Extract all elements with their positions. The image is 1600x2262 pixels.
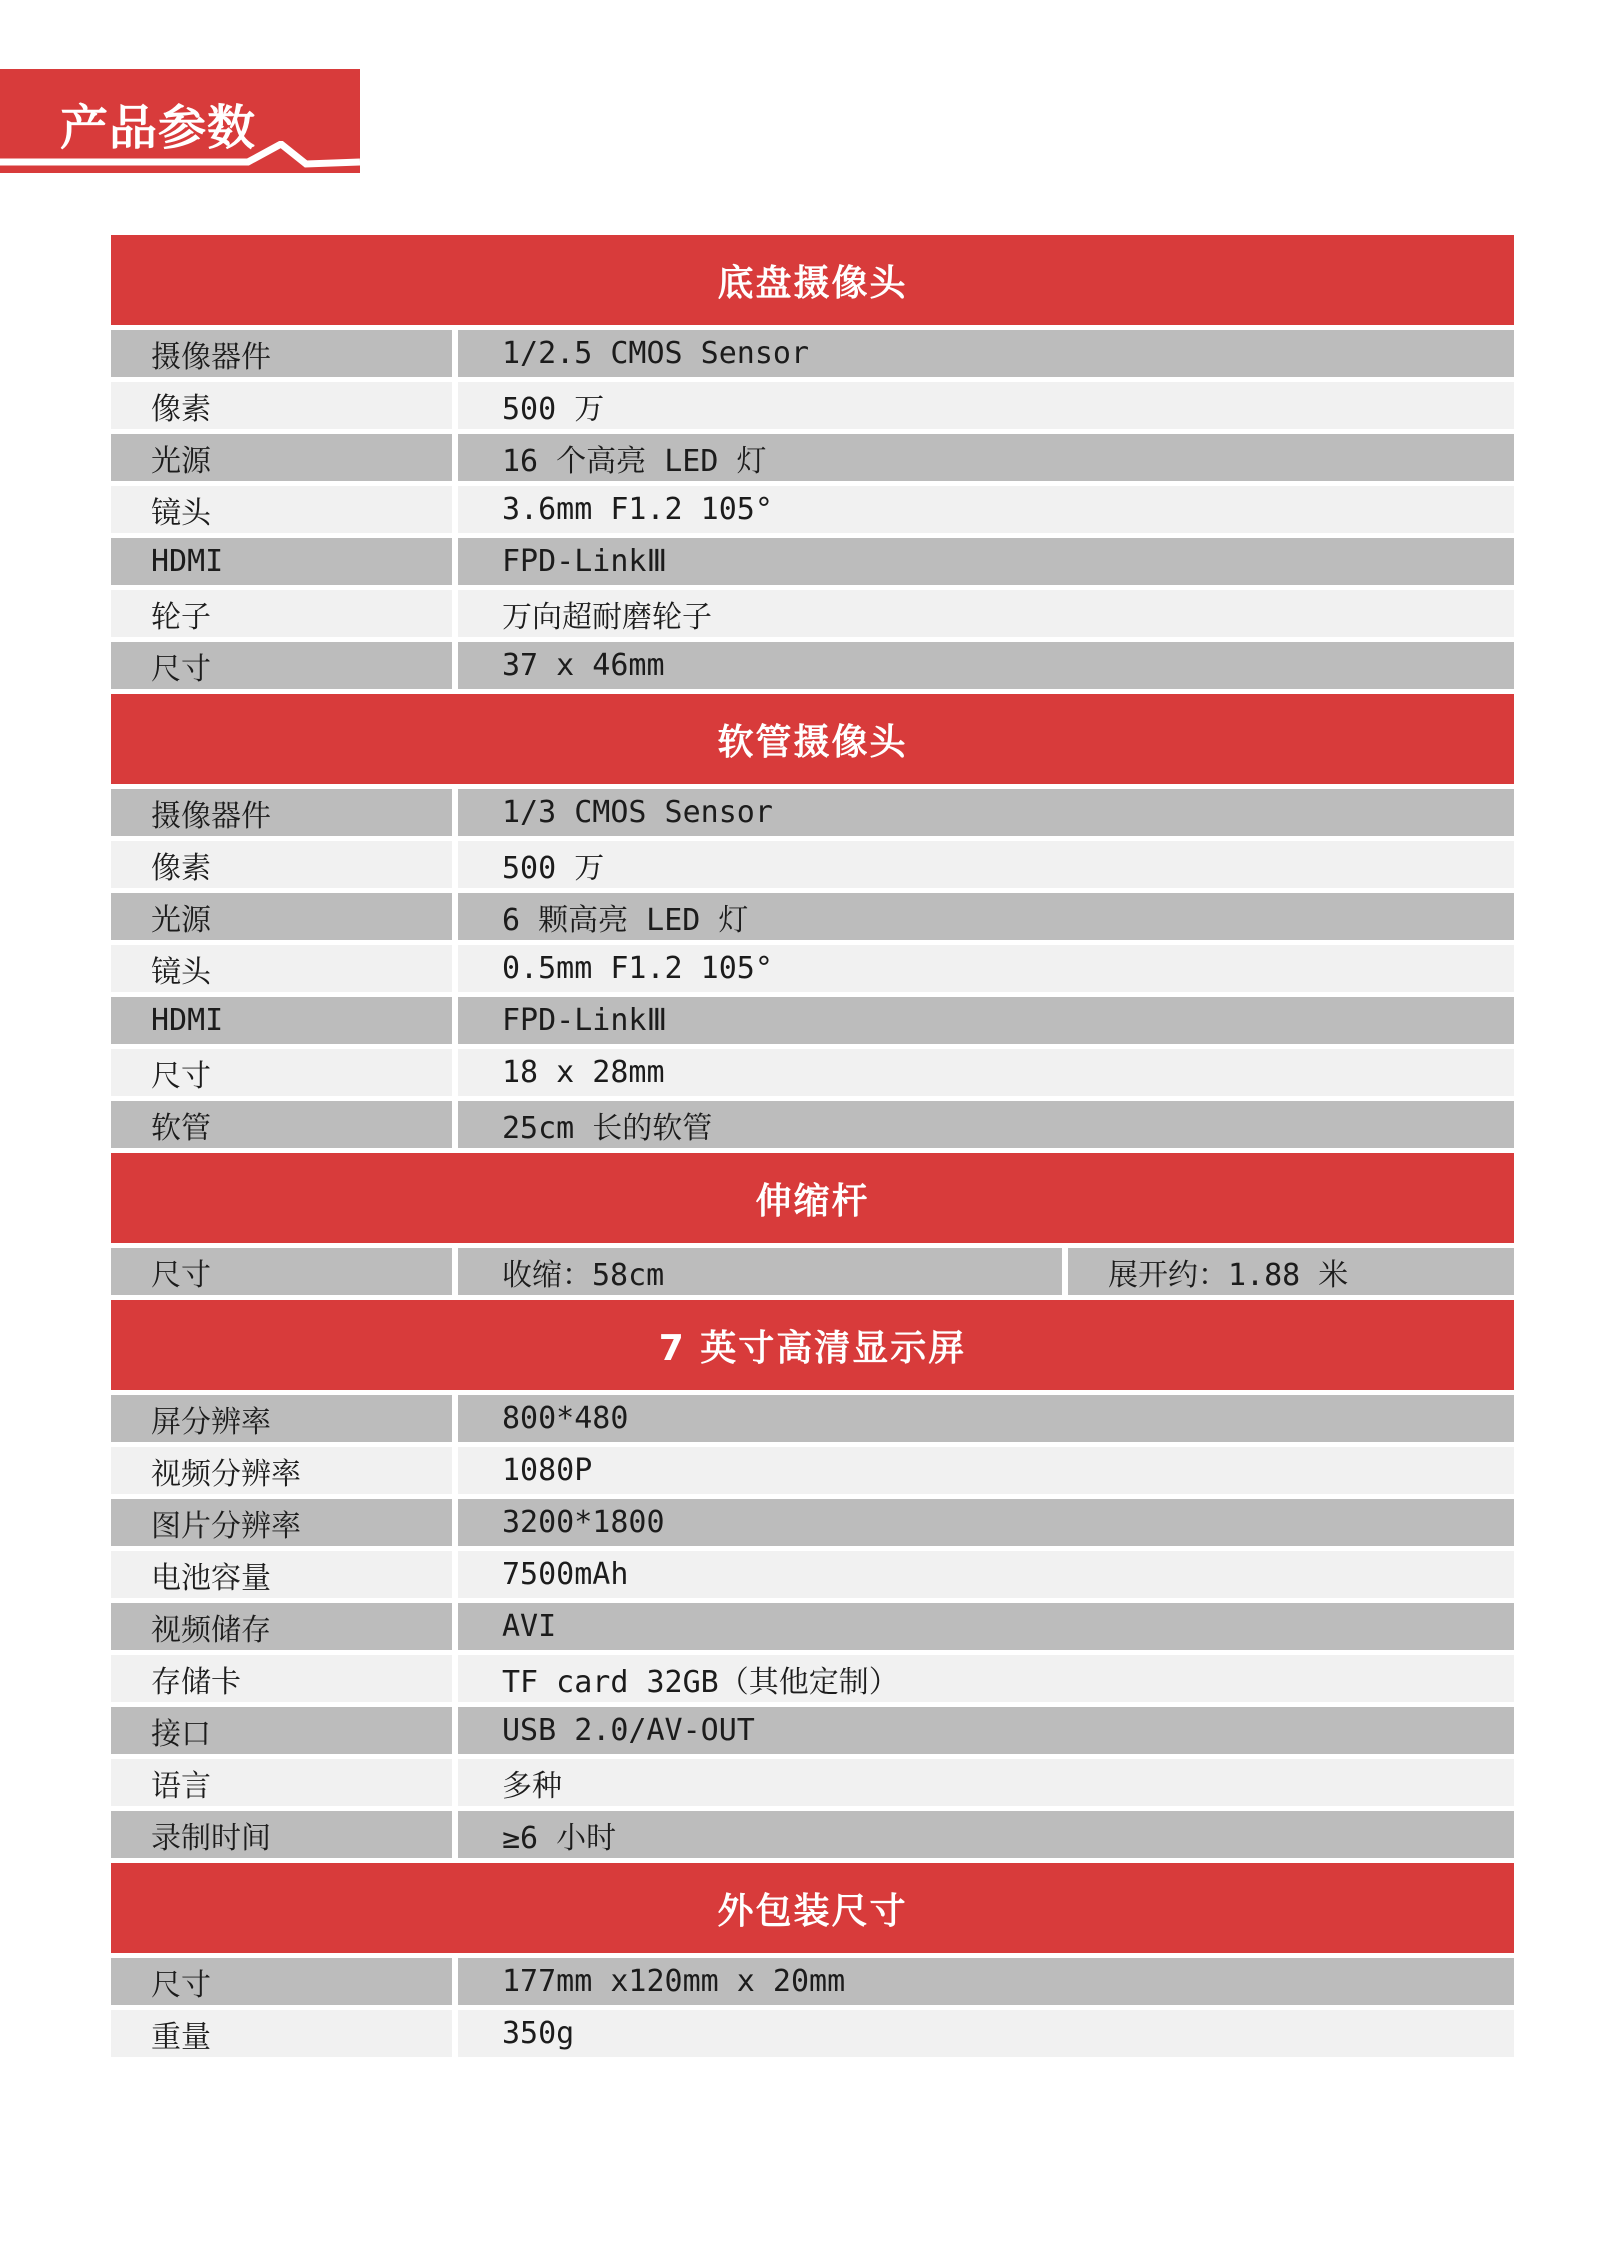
spec-label: 存储卡 [111,1655,452,1702]
section-title-telescopic-rod: 伸缩杆 [111,1153,1514,1243]
spec-label: 屏分辨率 [111,1395,452,1442]
spec-value: 万向超耐磨轮子 [458,590,1514,637]
spec-label: 视频分辨率 [111,1447,452,1494]
spec-value: ≥6 小时 [458,1811,1514,1858]
spec-label: 尺寸 [111,642,452,689]
spec-value: 多种 [458,1759,1514,1806]
spec-value: 25cm 长的软管 [458,1101,1514,1148]
table-row [111,1707,1514,1754]
table-row [111,2010,1514,2057]
spec-label: 视频储存 [111,1603,452,1650]
spec-label: 接口 [111,1707,452,1754]
table-row [111,1248,1514,1295]
spec-value: 800*480 [458,1395,1514,1442]
spec-label: 光源 [111,434,452,481]
spec-label: HDMI [111,538,452,585]
spec-label: HDMI [111,997,452,1044]
spec-value: 0.5mm F1.2 105° [458,945,1514,992]
spec-label: 尺寸 [111,1248,452,1295]
spec-label: 图片分辨率 [111,1499,452,1546]
heartbeat-line-icon [0,141,360,171]
table-row [111,997,1514,1044]
spec-label: 尺寸 [111,1958,452,2005]
spec-value: 1/3 CMOS Sensor [458,789,1514,836]
table-row [111,1958,1514,2005]
spec-tables [111,235,1514,2062]
spec-value: 177mm x120mm x 20mm [458,1958,1514,2005]
section-title-hose-camera: 软管摄像头 [111,694,1514,784]
spec-value: FPD-LinkⅢ [458,997,1514,1044]
page-header-badge [0,69,360,173]
table-row [111,1811,1514,1858]
table-row [111,382,1514,429]
table-row [111,1551,1514,1598]
spec-label: 摄像器件 [111,330,452,377]
spec-label: 语言 [111,1759,452,1806]
table-row [111,945,1514,992]
spec-value: 16 个高亮 LED 灯 [458,434,1514,481]
table-row [111,1603,1514,1650]
page-title: 产品参数 [60,100,257,156]
table-row [111,1499,1514,1546]
spec-label: 电池容量 [111,1551,452,1598]
table-row [111,1101,1514,1148]
spec-label: 尺寸 [111,1049,452,1096]
table-row [111,1655,1514,1702]
spec-value: 500 万 [458,841,1514,888]
table-row [111,1049,1514,1096]
table-row [111,330,1514,377]
spec-label: 软管 [111,1101,452,1148]
spec-label: 重量 [111,2010,452,2057]
spec-label: 轮子 [111,590,452,637]
spec-value: 3.6mm F1.2 105° [458,486,1514,533]
spec-value: 展开约：1.88 米 [1068,1248,1514,1295]
spec-label: 镜头 [111,945,452,992]
spec-value: 7500mAh [458,1551,1514,1598]
section-title-display: 7 英寸高清显示屏 [111,1300,1514,1390]
spec-label: 镜头 [111,486,452,533]
spec-value: 350g [458,2010,1514,2057]
spec-value: 37 x 46mm [458,642,1514,689]
table-row [111,642,1514,689]
spec-value: 18 x 28mm [458,1049,1514,1096]
spec-label: 光源 [111,893,452,940]
table-row [111,789,1514,836]
table-row [111,1759,1514,1806]
table-row [111,486,1514,533]
section-title-chassis-camera: 底盘摄像头 [111,235,1514,325]
spec-label: 摄像器件 [111,789,452,836]
table-row [111,841,1514,888]
section-title-packaging: 外包装尺寸 [111,1863,1514,1953]
spec-value: 500 万 [458,382,1514,429]
spec-value: USB 2.0/AV-OUT [458,1707,1514,1754]
table-row [111,1447,1514,1494]
spec-value: 1/2.5 CMOS Sensor [458,330,1514,377]
spec-value: 收缩：58cm [458,1248,1062,1295]
spec-value: TF card 32GB（其他定制） [458,1655,1514,1702]
spec-value: 1080P [458,1447,1514,1494]
table-row [111,1395,1514,1442]
table-row [111,434,1514,481]
spec-label: 像素 [111,382,452,429]
table-row [111,893,1514,940]
spec-value: 3200*1800 [458,1499,1514,1546]
spec-value: 6 颗高亮 LED 灯 [458,893,1514,940]
table-row [111,590,1514,637]
spec-value: FPD-LinkⅢ [458,538,1514,585]
spec-value: AVI [458,1603,1514,1650]
spec-label: 像素 [111,841,452,888]
table-row [111,538,1514,585]
spec-label: 录制时间 [111,1811,452,1858]
